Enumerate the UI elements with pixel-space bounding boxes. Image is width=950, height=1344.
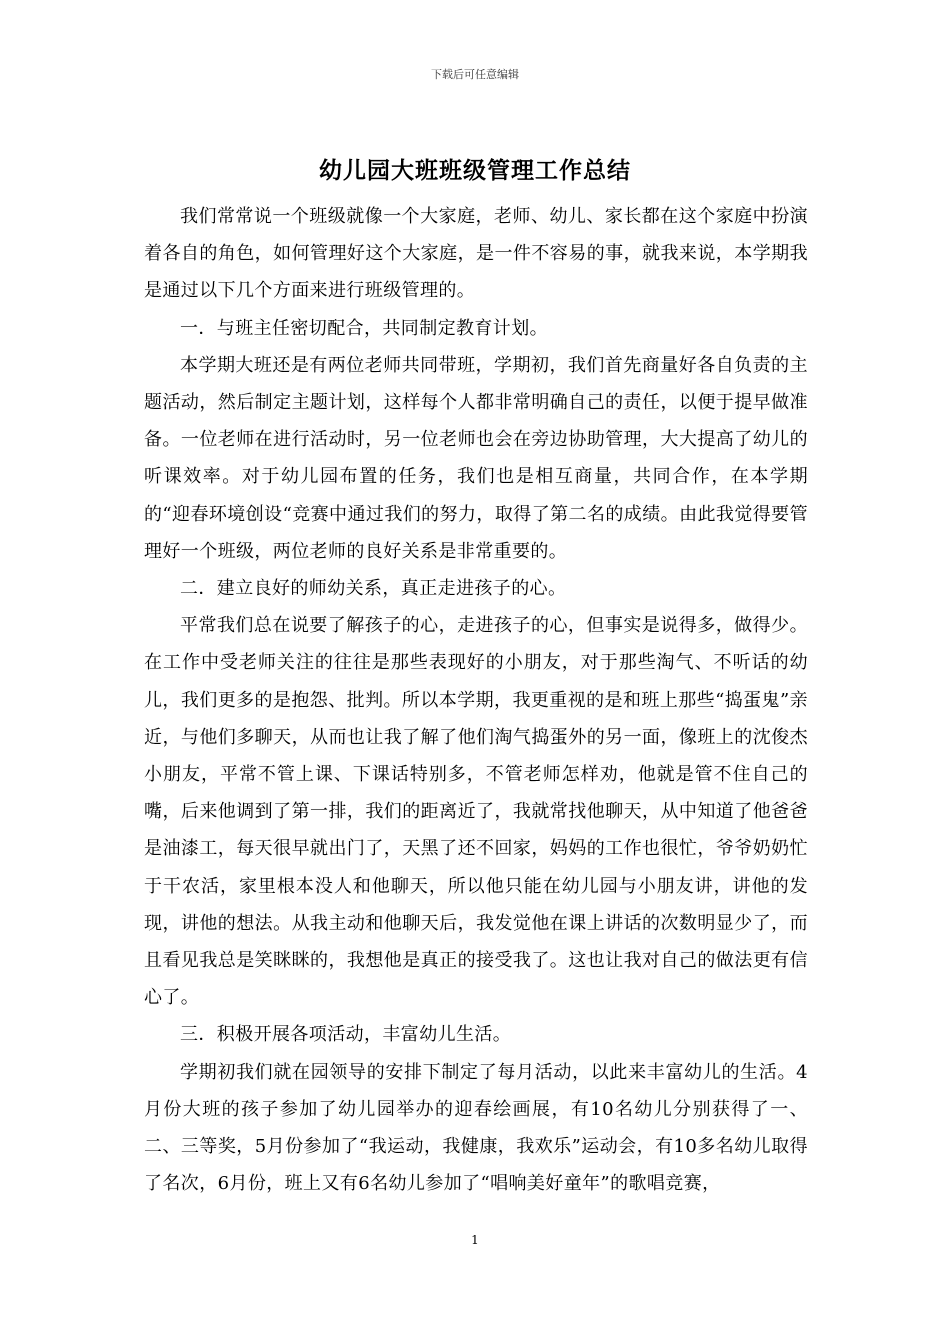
paragraph-section-2: 平常我们总在说要了解孩子的心，走进孩子的心，但事实是说得多，做得少。在工作中受老师关注的往往是那些表现好的小朋友，对于那些淘气、不听话的幼儿，我们更多的是抱怨、批判。所以本学期，我更重视的是和班上那些“捣蛋鬼”亲近，与他们多聊天，从而也让我了解了他们淘气捣蛋外的另一面，像班上的沈俊杰小朋友，平常不管上课、下课话特别多，不管老师怎样劝，他就是管不住自己的嘴，后来他调到了第一排，我们的距离近了，我就常找他聊天，从中知道了他爸爸是油漆工，每天很早就出门了，天黑了还不回家，妈妈的工作也很忙，爷爷奶奶忙于干农活，家里根本没人和他聊天，所以他只能在幼儿园与小朋友讲，讲他的发现，讲他的想法。从我主动和他聊天后，我发觉他在课上讲话的次数明显少了，而且看见我总是笑眯眯的，我想他是真正的接受我了。这也让我对自己的做法更有信心了。 [144, 615, 808, 1009]
page-number: 1 [471, 1233, 479, 1247]
section-heading-3: 三．积极开展各项活动，丰富幼儿生活。 [180, 1024, 512, 1046]
header-note: 下载后可任意编辑 [431, 68, 519, 81]
section-heading-1: 一．与班主任密切配合，共同制定教育计划。 [180, 317, 548, 339]
paragraph-section-3: 学期初我们就在园领导的安排下制定了每月活动，以此来丰富幼儿的生活。4月份大班的孩子参加了幼儿园举办的迎春绘画展，有10名幼儿分别获得了一、二、三等奖，5月份参加了“我运动，我健康，我欢乐”运动会，有10多名幼儿取得了名次，6月份，班上又有6名幼儿参加了“唱响美好童年”的歌唱竞赛， [144, 1061, 808, 1195]
document-title: 幼儿园大班班级管理工作总结 [319, 157, 631, 184]
section-heading-2: 二．建立良好的师幼关系，真正走进孩子的心。 [180, 578, 567, 600]
paragraph-intro: 我们常常说一个班级就像一个大家庭，老师、幼儿、家长都在这个家庭中扮演着各自的角色，如何管理好这个大家庭，是一件不容易的事，就我来说，本学期我是通过以下几个方面来进行班级管理的。 [144, 206, 808, 302]
document-body [144, 198, 808, 1202]
paragraph-section-1: 本学期大班还是有两位老师共同带班，学期初，我们首先商量好各自负责的主题活动，然后制定主题计划，这样每个人都非常明确自己的责任，以便于提早做准备。一位老师在进行活动时，另一位老师也会在旁边协助管理，大大提高了幼儿的听课效率。对于幼儿园布置的任务，我们也是相互商量，共同合作，在本学期的“迎春环境创设“竞赛中通过我们的努力，取得了第二名的成绩。由此我觉得要管理好一个班级，两位老师的良好关系是非常重要的。 [144, 354, 808, 562]
